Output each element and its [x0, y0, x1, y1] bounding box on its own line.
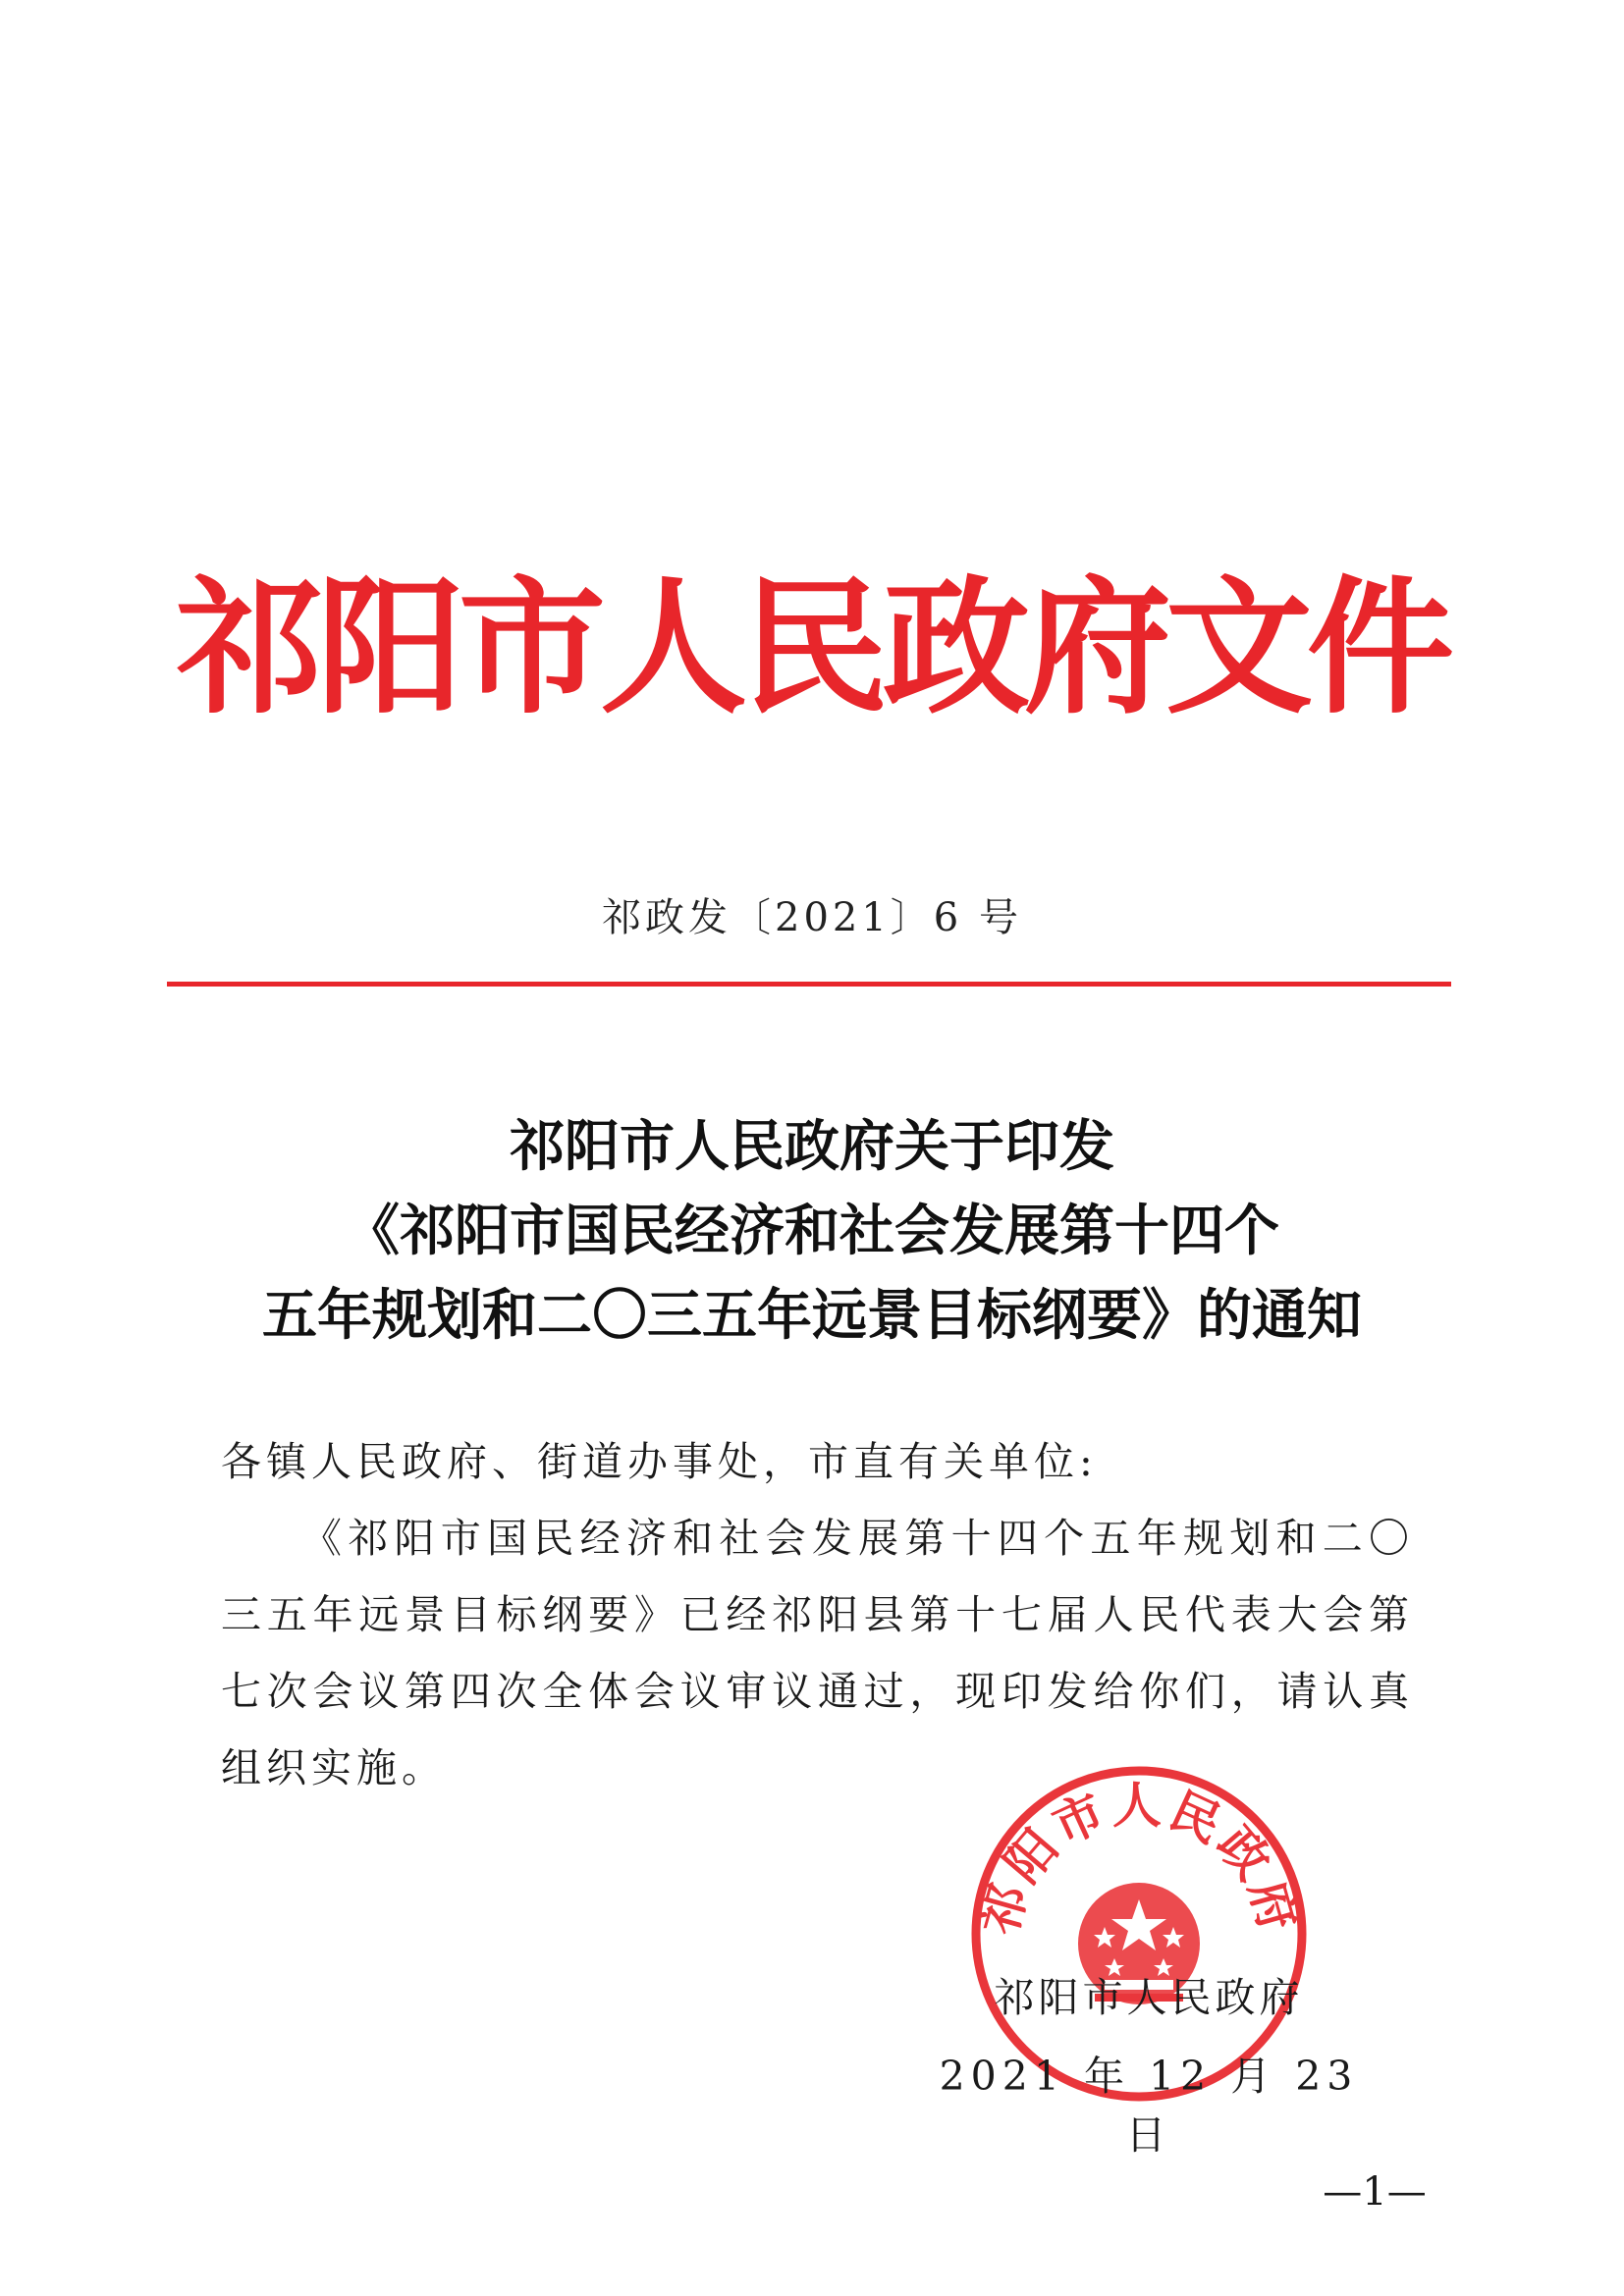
title-line-3: 五年规划和二〇三五年远景目标纲要》的通知	[262, 1283, 1362, 1348]
title-line-2: 《祁阳市国民经济和社会发展第十四个	[345, 1199, 1279, 1263]
salutation: 各镇人民政府、街道办事处，市直有关单位:	[221, 1438, 1098, 1485]
issue-date: 2021 年 12 月 23 日	[939, 2053, 1359, 2159]
body-paragraph: 《祁阳市国民经济和社会发展第十四个五年规划和二〇三五年远景目标纲要》已经祁阳县第十七届人民代表大会第七次会议第四次全体会议审议通过，现印发给你们，请认真组织实施。	[221, 1515, 1414, 1791]
issuer-name: 祁阳市人民政府	[994, 1974, 1304, 2021]
document-number: 祁政发〔2021〕6 号	[602, 895, 1022, 940]
red-divider-line	[167, 982, 1451, 987]
document-body	[221, 1423, 1414, 1806]
document-masthead: 祁阳市人民政府文件	[175, 561, 1448, 734]
seal-text: 祁阳市人民政府	[969, 1776, 1309, 1942]
title-line-1: 祁阳市人民政府关于印发	[510, 1114, 1114, 1179]
page-number: —1—	[1323, 2169, 1427, 2215]
document-title	[0, 1104, 1624, 1358]
